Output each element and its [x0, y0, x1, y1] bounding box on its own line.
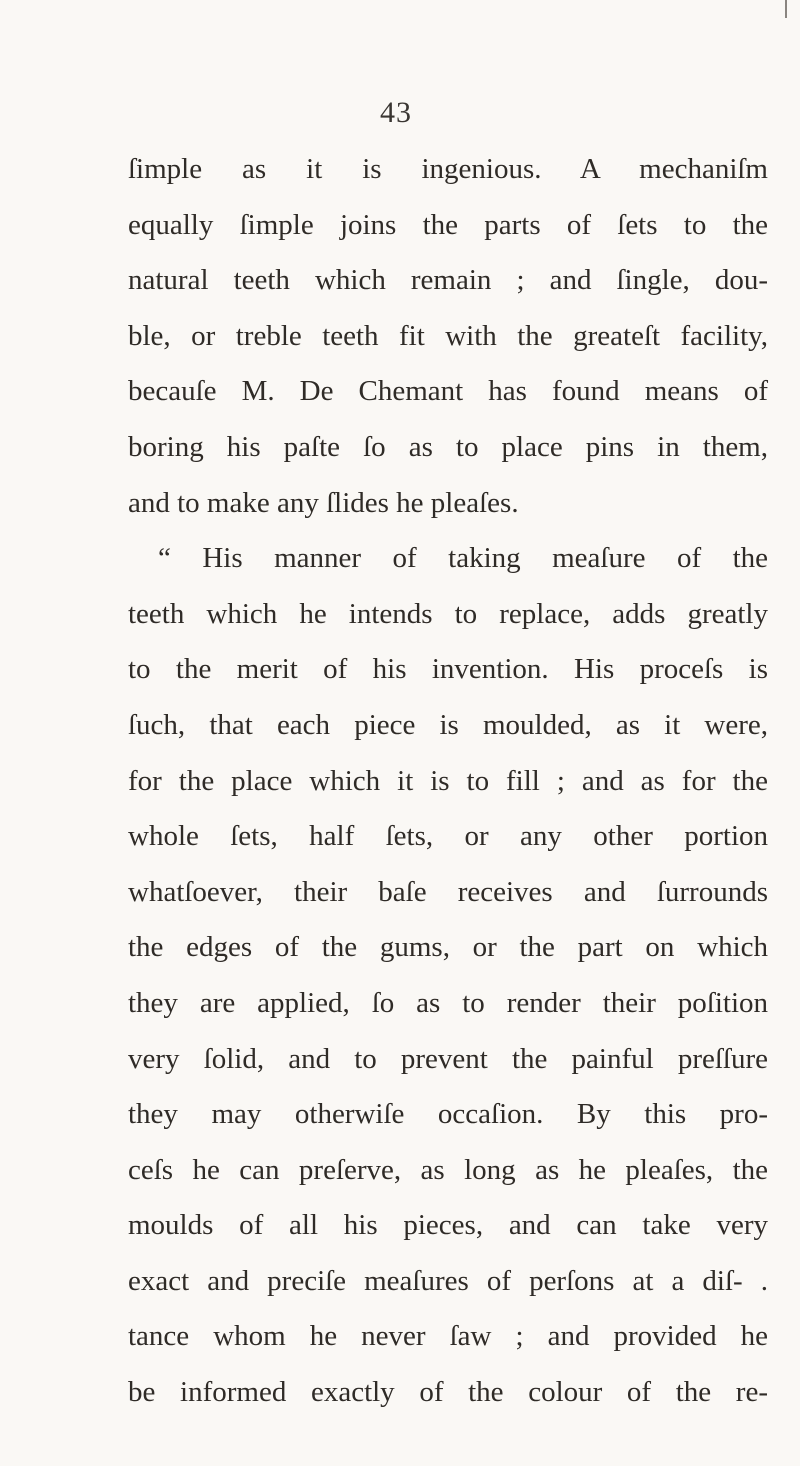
text-line: be informed exactly of the colour of the re-	[128, 1376, 768, 1409]
text-line: tance whom he never ſaw ; and provided he	[128, 1320, 768, 1353]
text-line: equally ſimple joins the parts of ſets to the	[128, 208, 768, 241]
text-line: boring his paſte ſo as to place pins in them,	[128, 430, 768, 463]
text-line: for the place which it is to fill ; and as for the	[128, 764, 768, 797]
text-line: becauſe M. De Chemant has found means of	[128, 375, 768, 408]
text-line: very ſolid, and to prevent the painful preſſure	[128, 1042, 768, 1075]
text-line: the edges of the gums, or the part on which	[128, 931, 768, 964]
text-line: “ His manner of taking meaſure of the	[158, 542, 768, 575]
text-line: they are applied, ſo as to render their poſition	[128, 986, 768, 1019]
body-text	[128, 142, 768, 1421]
text-line: ceſs he can preſerve, as long as he pleaſes, the	[128, 1153, 768, 1186]
text-line: they may otherwiſe occaſion. By this pro-	[128, 1098, 768, 1131]
page-number: 43	[380, 96, 412, 129]
text-line: ſimple as it is ingenious. A mechaniſm	[128, 153, 768, 185]
text-line: exact and preciſe meaſures of perſons at a diſ- .	[128, 1264, 768, 1297]
text-line: teeth which he intends to replace, adds greatly	[128, 597, 768, 630]
text-line: ble, or treble teeth fit with the greateſt facility,	[128, 319, 768, 352]
page-edge-mark	[785, 0, 787, 18]
text-line: moulds of all his pieces, and can take very	[128, 1209, 768, 1242]
text-line: to the merit of his invention. His proceſs is	[128, 653, 768, 686]
text-line: ſuch, that each piece is moulded, as it were,	[128, 708, 768, 741]
text-line: natural teeth which remain ; and ſingle, dou-	[128, 264, 768, 297]
text-line: whole ſets, half ſets, or any other portion	[128, 820, 768, 853]
text-line: and to make any ſlides he pleaſes.	[128, 486, 519, 519]
text-line: whatſoever, their baſe receives and ſurrounds	[128, 875, 768, 908]
